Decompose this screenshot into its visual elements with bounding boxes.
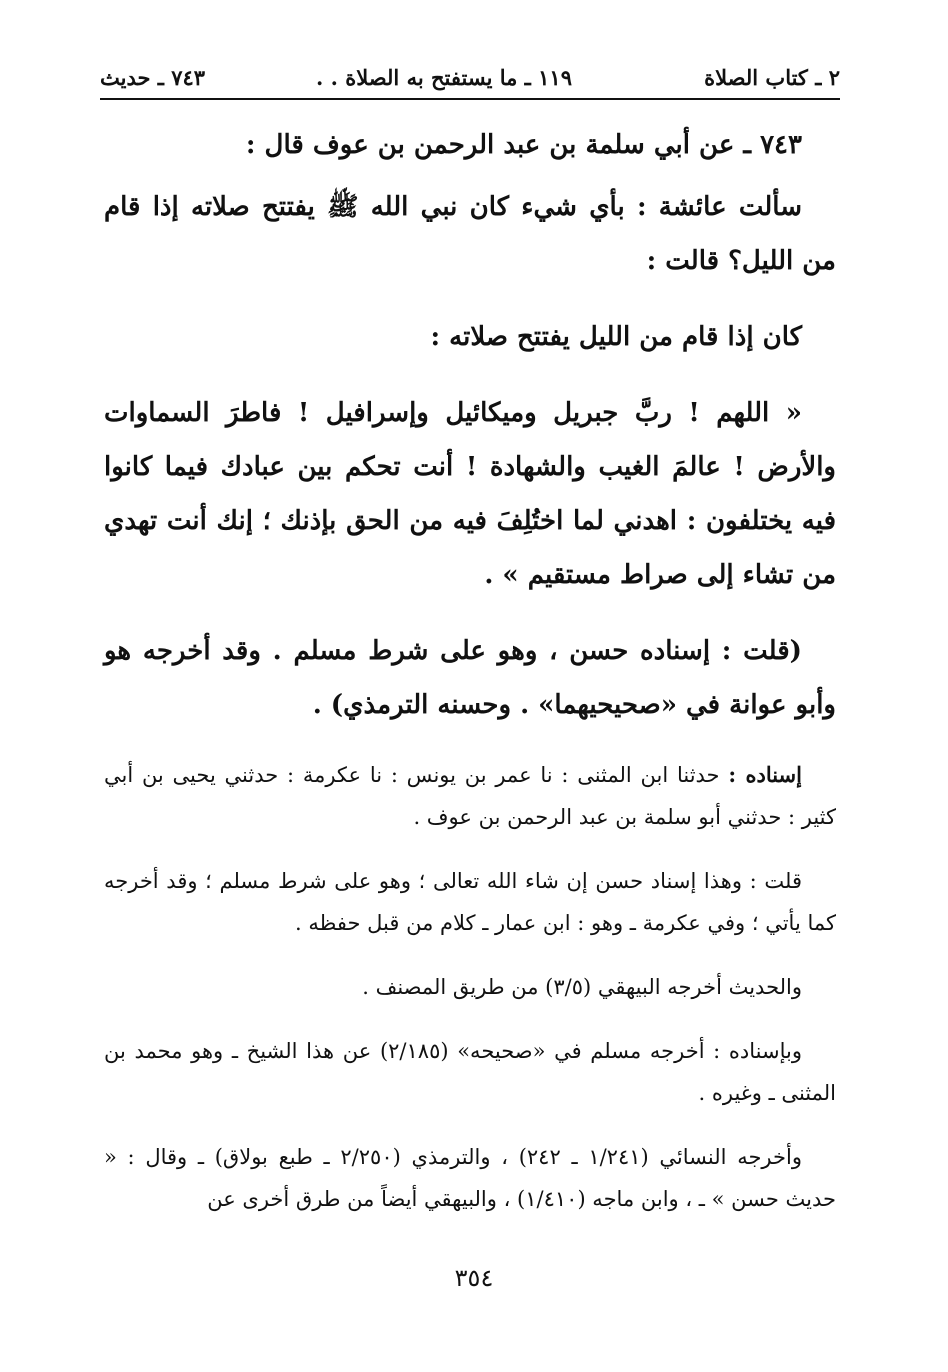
grading-note: (قلت : إسناده حسن ، وهو على شرط مسلم . وقد أخرجه هو وأبو عوانة في «صحيحيهما» . وحسنه الترمذي) . [104, 636, 836, 720]
hadith-intro: ٧٤٣ ـ عن أبي سلمة بن عبد الرحمن بن عوف قال : [245, 130, 802, 160]
isnad-label: إسناده : [728, 762, 802, 787]
running-header [100, 58, 840, 100]
isnad-text: حدثنا ابن المثنى : نا عمر بن يونس : نا عكرمة : حدثني يحيى بن أبي كثير : حدثني أبو سلمة بن عبد الرحمن بن عوف . [104, 763, 836, 829]
hadith-dua: « اللهم ! ربَّ جبريل وميكائيل وإسرافيل ! فاطرَ السماوات والأرض ! عالمَ الغيب والشهادة ! أنت تحكم بين عبادك فيما كانوا فيه يختلفون : اهدني لما اختُلِفَ فيه من الحق بإذنك ؛ إنك أنت تهدي من تشاء إلى صراط مستقيم » . [104, 398, 836, 590]
page-number: ٣٥٤ [454, 1264, 494, 1292]
bayhaqi-paragraph: والحديث أخرجه البيهقي (٣/٥) من طريق المصنف . [362, 975, 802, 999]
hadith-question: سألت عائشة : بأي شيء كان نبي الله ﷺ يفتتح صلاته إذا قام من الليل؟ قالت : [104, 192, 836, 276]
hadith-answer: كان إذا قام من الليل يفتتح صلاته : [430, 322, 802, 352]
isnad-paragraph [104, 754, 836, 838]
page-content [104, 118, 836, 1242]
header-hadith-number: ٧٤٣ ـ حديث [100, 65, 206, 90]
muslim-paragraph: وبإسناده : أخرجه مسلم في «صحيحه» (٢/١٨٥) عن هذا الشيخ ـ وهو محمد بن المثنى ـ وغيره . [104, 1039, 836, 1105]
header-book-title: ٢ ـ كتاب الصلاة [704, 65, 840, 90]
hadith-text [104, 118, 836, 732]
nasai-paragraph: وأخرجه النسائي (١/٢٤١ ـ ٢٤٢) ، والترمذي (٢/٢٥٠ ـ طبع بولاق) ـ وقال : « حديث حسن » ـ ، وابن ماجه (١/٤١٠) ، والبيهقي أيضاً من طرق أخرى عن [104, 1145, 836, 1211]
header-chapter-title: ١١٩ ـ ما يستفتح به الصلاة . . [316, 65, 572, 90]
comment-paragraph: قلت : وهذا إسناد حسن إن شاء الله تعالى ؛ وهو على شرط مسلم ؛ وقد أخرجه كما يأتي ؛ وفي عكرمة ـ وهو : ابن عمار ـ كلام من قبل حفظه . [104, 869, 836, 935]
commentary [104, 754, 836, 1220]
